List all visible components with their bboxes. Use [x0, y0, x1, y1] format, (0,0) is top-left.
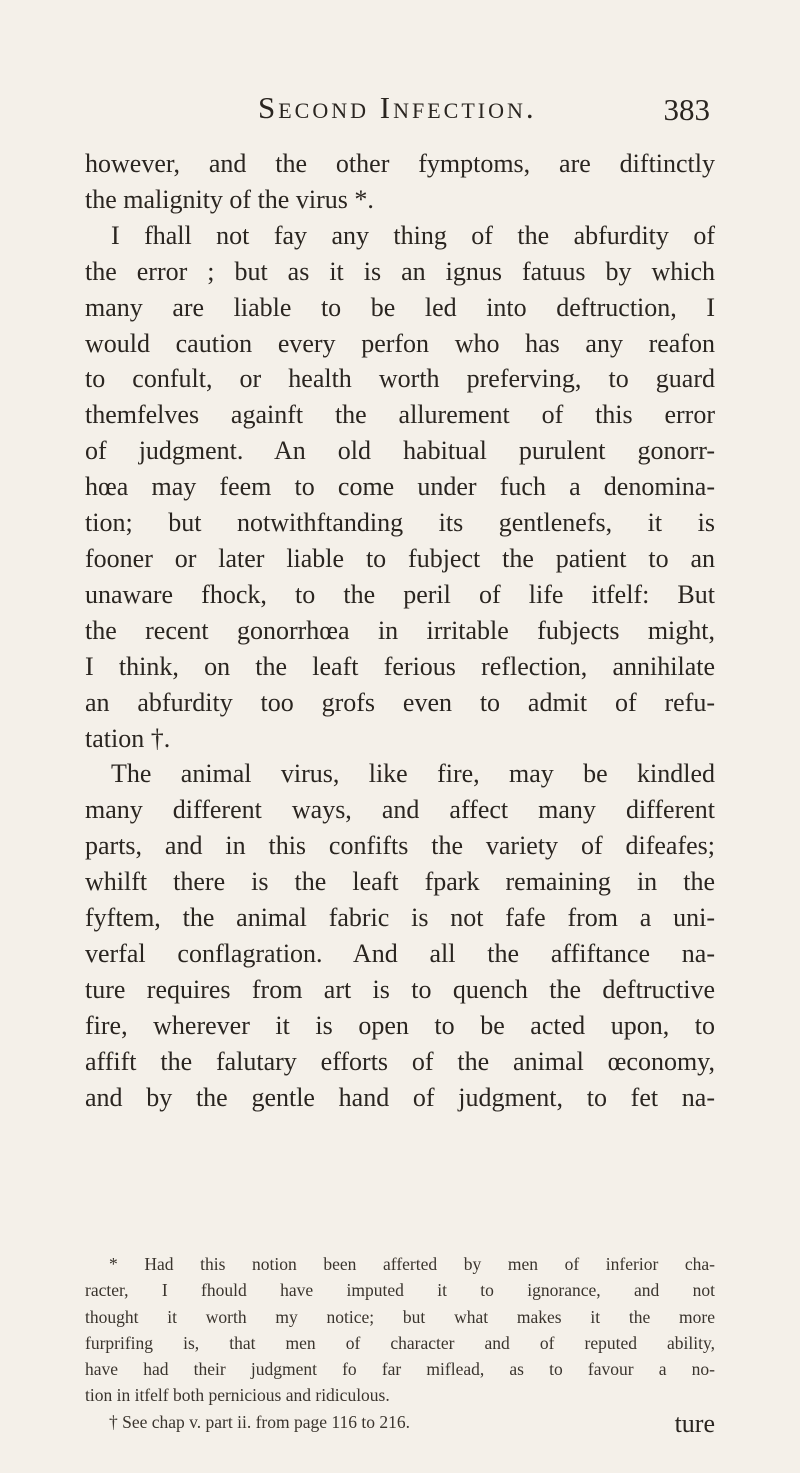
text-line: of judgment. An old habitual purulent gonorr- [85, 436, 715, 466]
page-number: 383 [663, 92, 710, 127]
page-header [258, 90, 710, 138]
text-line: the recent gonorrhœa in irritable fubjects might, [85, 615, 715, 645]
text-line: fooner or later liable to fubject the patient to an [85, 543, 715, 573]
footnote-line: furprifing is, that men of character and of reputed ability, [85, 1332, 715, 1353]
footnote-line: racter, I fhould have imputed it to ignorance, and not [85, 1280, 715, 1301]
text-line: however, and the other fymptoms, are diftinctly [85, 149, 715, 178]
running-title: Second Infection. [258, 90, 537, 125]
text-line: fyftem, the animal fabric is not fafe from a uni- [85, 903, 715, 933]
text-line: themfelves againft the allurement of this error [85, 400, 715, 430]
footnotes [85, 1251, 715, 1435]
text-line: fire, wherever it is open to be acted upon, to [85, 1010, 715, 1040]
text-line: unaware fhock, to the peril of life itfelf: But [85, 579, 715, 609]
text-line: the error ; but as it is an ignus fatuus by which [85, 256, 715, 286]
text-line: would caution every perfon who has any reafon [85, 328, 715, 358]
catchword: ture [674, 1409, 715, 1438]
text-line: many different ways, and affect many different [85, 795, 715, 825]
text-line: I fhall not fay any thing of the abfurdity of [111, 220, 715, 250]
text-line: tion; but notwithftanding its gentlenefs, it is [85, 508, 715, 538]
text-line: many are liable to be led into deftruction, I [85, 292, 715, 322]
text-line: hœa may feem to come under fuch a denomina- [85, 472, 715, 502]
footnote-line: * Had this notion been afferted by men of inferior cha- [109, 1254, 715, 1274]
text-line: verfal conflagration. And all the affiftance na- [85, 938, 715, 968]
text-line: parts, and in this confifts the variety of difeafes; [85, 831, 715, 861]
text-line: to confult, or health worth preferving, to guard [85, 364, 715, 394]
footnote-line: † See chap v. part ii. from page 116 to 216. [109, 1411, 410, 1432]
footnote-line: have had their judgment fo far miflead, as to favour a no- [85, 1359, 715, 1380]
footnote-line: tion in itfelf both pernicious and ridiculous. [85, 1385, 390, 1406]
text-line: the malignity of the virus *. [85, 184, 374, 214]
body-text [85, 146, 715, 1115]
text-line: The animal virus, like fire, may be kindled [111, 759, 715, 789]
text-line: whilft there is the leaft fpark remaining in the [85, 867, 715, 897]
text-line: I think, on the leaft ferious reflection, annihilate [85, 651, 715, 681]
text-line: and by the gentle hand of judgment, to fet na- [85, 1082, 715, 1112]
text-line: tation †. [85, 723, 171, 753]
text-line: ture requires from art is to quench the deftructive [85, 974, 715, 1004]
footnote-line: thought it worth my notice; but what makes it the more [85, 1306, 715, 1327]
text-line: an abfurdity too grofs even to admit of refu- [85, 687, 715, 717]
text-line: affift the falutary efforts of the animal œconomy, [85, 1046, 715, 1076]
